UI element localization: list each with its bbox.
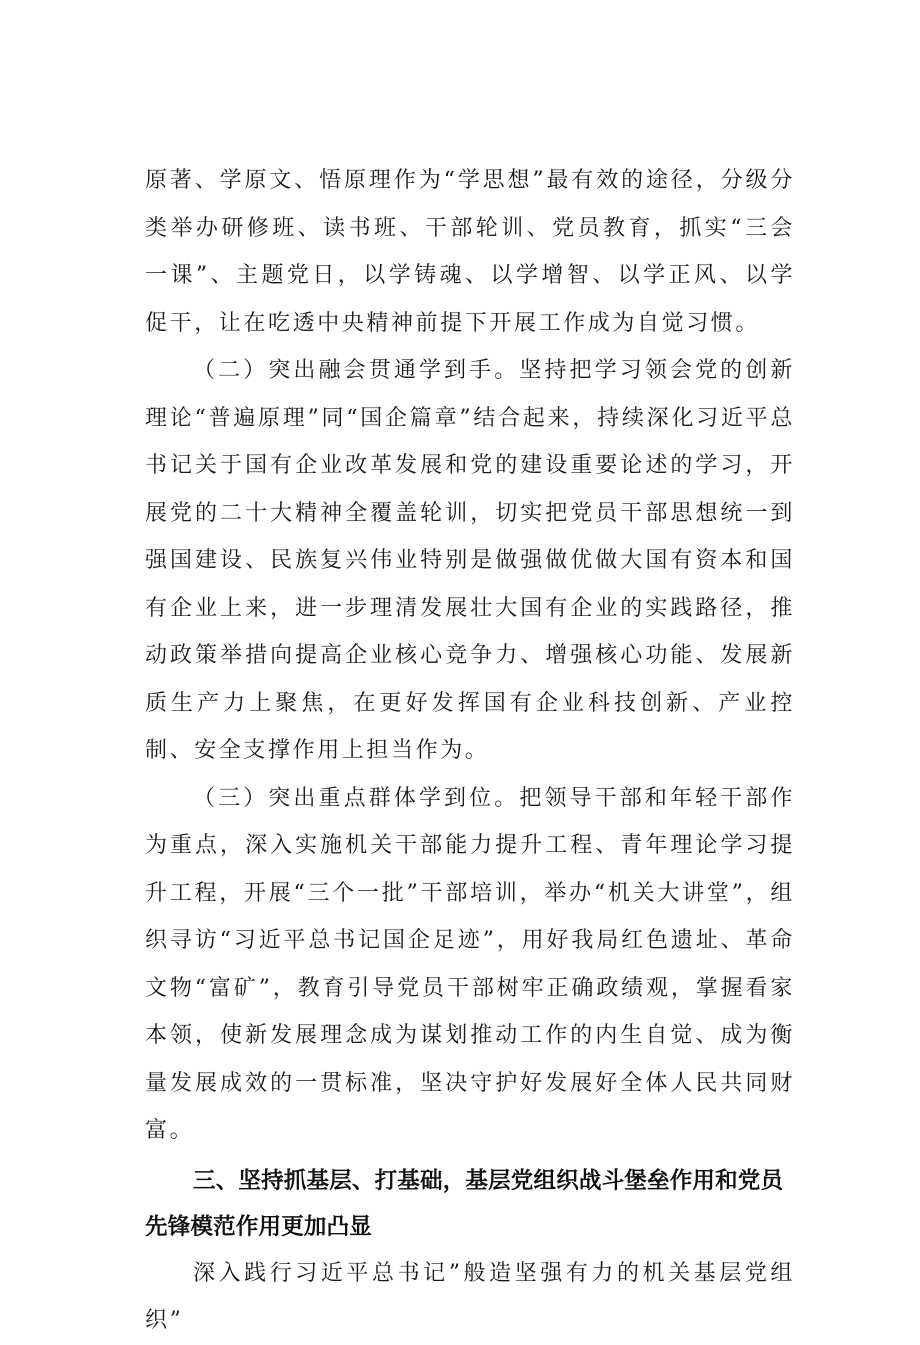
paragraph-closing-line: 深入践行习近平总书记”般造坚强有力的机关基层党组织”	[145, 1260, 795, 1333]
document-body	[145, 157, 795, 1345]
paragraph-section-2: （二）突出融会贯通学到手。坚持把学习领会党的创新理论“普遍原理”同“国企篇章”结合起来，持续深化习近平总书记关于国有企业改革发展和党的建设重要论述的学习，开展党的二十大精神全覆盖轮训，切实把党员干部思想统一到强国建设、民族复兴伟业特别是做强做优做大国有资本和国有企业上来，进一步理清发展壮大国有企业的实践路径，推动政策举措向提高企业核心竞争力、增强核心功能、发展新质生产力上聚焦，在更好发挥国有企业科技创新、产业控制、安全支撑作用上担当作为。	[145, 358, 795, 763]
paragraph-continuation: 原著、学原文、悟原理作为“学思想”最有效的途径，分级分类举办研修班、读书班、干部轮训、党员教育，抓实“三会一课”、主题党日，以学铸魂、以学增智、以学正风、以学促干，让在吃透中央精神前提下开展工作成为自觉习惯。	[145, 168, 795, 336]
section-heading: 三、坚持抓基层、打基础，基层党组织战斗堡垒作用和党员先锋模范作用更加凸显	[145, 1167, 784, 1240]
paragraph-section-3: （三）突出重点群体学到位。把领导干部和年轻干部作为重点，深入实施机关干部能力提升工程、青年理论学习提升工程，开展“三个一批”干部培训，举办“机关大讲堂”，组织寻访“习近平总书记国企足迹”，用好我局红色遗址、革命文物“富矿”，教育引导党员干部树牢正确政绩观，掌握看家本领，使新发展理念成为谋划推动工作的内生自觉、成为衡量发展成效的一贯标准，坚决守护好发展好全体人民共同财富。	[145, 785, 795, 1143]
